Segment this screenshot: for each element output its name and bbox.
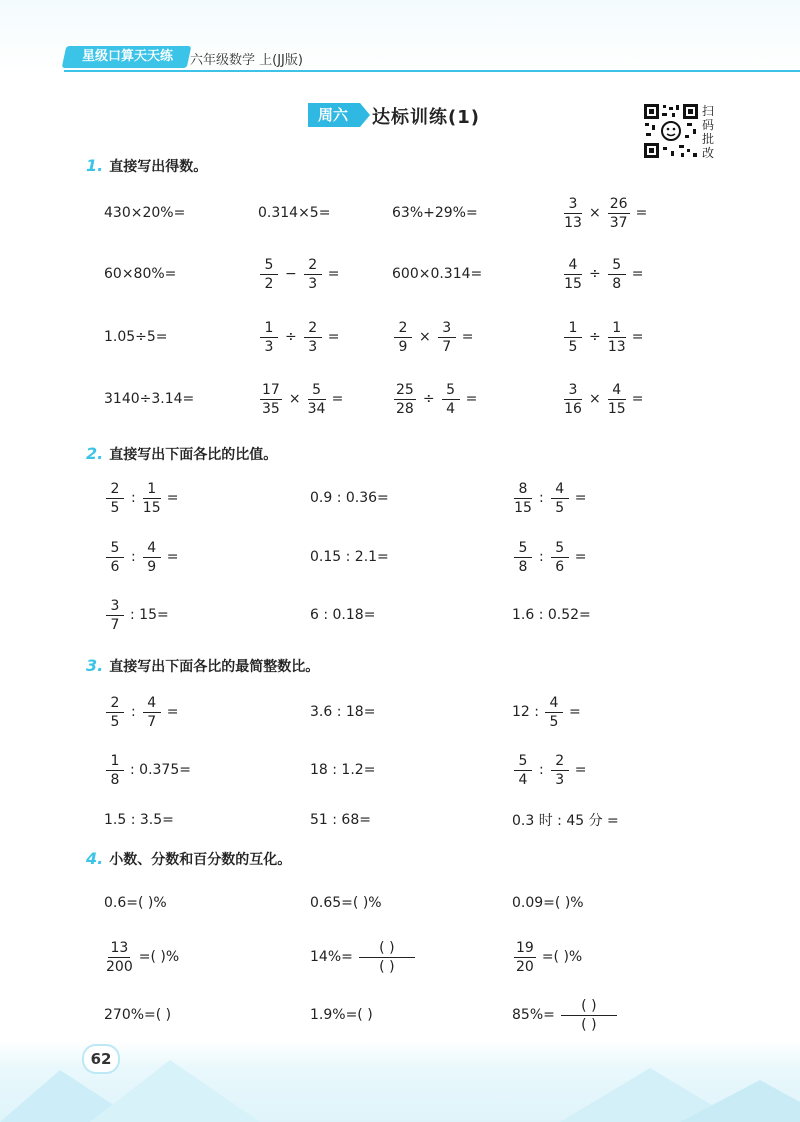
denominator: 15: [514, 499, 532, 516]
day-tag: 周六: [308, 103, 360, 127]
section-instruction: 直接写出下面各比的最简整数比。: [109, 659, 320, 675]
numerator: 4: [545, 695, 563, 713]
series-badge: 星级口算天天练: [62, 46, 192, 68]
exercise-item: [102, 753, 193, 787]
numerator: 1: [260, 320, 278, 338]
numerator: 2: [106, 695, 124, 713]
fraction: [394, 320, 412, 355]
fraction: [551, 753, 569, 788]
exercise-item: [510, 998, 621, 1032]
fraction: [514, 540, 532, 575]
denominator: 4: [446, 400, 456, 417]
numerator: 5: [514, 753, 532, 771]
denominator: 3: [308, 275, 318, 292]
numerator: 8: [514, 481, 532, 499]
exercise-item: [308, 753, 377, 787]
exercise-item: [560, 196, 649, 230]
expression-text: 0.314×5=: [258, 205, 331, 221]
denominator: 6: [555, 558, 565, 575]
denominator: 13: [607, 338, 626, 355]
operator: ×: [419, 329, 431, 345]
expression-text: 0.09=( )%: [512, 895, 584, 911]
exercise-item: [102, 940, 181, 974]
denominator: 5: [568, 338, 578, 355]
exercise-item: [308, 481, 391, 515]
section-instruction: 直接写出下面各比的比值。: [109, 447, 278, 463]
expression-text: =: [631, 391, 644, 407]
expression-text: =( )%: [138, 949, 180, 965]
exercise-item: [390, 196, 480, 230]
expression-text: =: [461, 329, 474, 345]
exercise-item: [102, 320, 170, 354]
exercise-item: [510, 803, 621, 837]
fraction: [608, 196, 630, 231]
denominator: ( ): [581, 1016, 597, 1033]
denominator: ( ): [379, 958, 395, 975]
numerator: 4: [143, 695, 161, 713]
fraction: [564, 196, 582, 231]
section-number: 2.: [86, 444, 104, 463]
numerator: ( ): [359, 940, 415, 958]
numerator: 19: [516, 939, 534, 956]
page-title: 达标训练(1): [372, 107, 480, 128]
fraction: [608, 382, 626, 417]
answer-fraction-blank[interactable]: [359, 940, 415, 975]
exercise-item: [510, 598, 593, 632]
exercise-item: [510, 540, 588, 574]
fraction: [143, 540, 161, 575]
denominator: 9: [398, 338, 408, 355]
expression-text: =: [327, 266, 340, 282]
numerator: 3: [438, 320, 456, 338]
denominator: 37: [609, 214, 628, 231]
expression-text: 6 : 0.18=: [310, 607, 376, 623]
footer-decoration: [0, 1040, 800, 1122]
denominator: 20: [516, 958, 534, 975]
fraction: [304, 320, 322, 355]
answer-fraction-blank[interactable]: [561, 998, 617, 1033]
denominator: 15: [142, 499, 161, 516]
section-number: 1.: [86, 156, 104, 175]
exercise-item: [510, 753, 588, 787]
numerator: 3: [564, 196, 582, 214]
expression-text: 14%=: [310, 949, 353, 965]
exercise-item: [510, 940, 584, 974]
numerator: 3: [564, 382, 582, 400]
exercise-item: [308, 886, 384, 920]
exercise-item: [256, 320, 341, 354]
denominator: 200: [106, 958, 133, 975]
denominator: 16: [564, 400, 582, 417]
fraction: [106, 481, 124, 516]
fraction: [545, 695, 563, 730]
expression-text: 0.3 时 : 45 分 =: [512, 813, 619, 829]
fraction: [260, 382, 282, 417]
expression-text: =: [465, 391, 478, 407]
fraction: [514, 940, 536, 975]
exercise-item: [390, 320, 475, 354]
exercise-item: [510, 886, 586, 920]
expression-text: 430×20%=: [104, 205, 186, 221]
expression-text: =( )%: [541, 949, 583, 965]
fraction: [143, 695, 161, 730]
expression-text: =: [631, 329, 644, 345]
fraction: [551, 481, 569, 516]
fraction: [143, 481, 161, 516]
expression-text: : 0.375=: [130, 762, 191, 778]
operator: :: [131, 549, 136, 565]
fraction: [514, 481, 532, 516]
numerator: 4: [551, 481, 569, 499]
expression-text: 51 : 68=: [310, 812, 371, 828]
numerator: 5: [442, 382, 460, 400]
expression-text: =: [574, 762, 587, 778]
numerator: 2: [106, 481, 124, 499]
expression-text: : 15=: [130, 607, 169, 623]
exercise-item: [308, 598, 377, 632]
expression-text: 1.6 : 0.52=: [512, 607, 591, 623]
expression-text: 0.15 : 2.1=: [310, 549, 389, 565]
denominator: 35: [262, 400, 280, 417]
denominator: 4: [518, 771, 528, 788]
numerator: 1: [106, 753, 124, 771]
expression-text: 63%+29%=: [392, 205, 478, 221]
expression-text: 3.6 : 18=: [310, 704, 376, 720]
numerator: 5: [608, 257, 626, 275]
fraction: [551, 540, 569, 575]
exercise-item: [308, 540, 391, 574]
exercise-item: [102, 695, 180, 729]
exercise-item: [308, 803, 373, 837]
operator: ×: [589, 205, 601, 221]
section-heading: [86, 656, 319, 676]
fraction: [394, 382, 416, 417]
fraction: [304, 257, 322, 292]
section-number: 3.: [86, 656, 104, 675]
denominator: 15: [607, 400, 626, 417]
operator: ÷: [589, 266, 601, 282]
expression-text: 600×0.314=: [392, 266, 483, 282]
expression-text: =: [327, 329, 340, 345]
denominator: 8: [110, 771, 120, 788]
expression-text: 3140÷3.14=: [104, 391, 195, 407]
numerator: 1: [564, 320, 582, 338]
numerator: 26: [609, 195, 628, 212]
numerator: 5: [514, 540, 532, 558]
denominator: 5: [110, 499, 120, 516]
exercise-item: [560, 320, 645, 354]
exercise-item: [390, 257, 484, 291]
expression-text: 270%=( ): [104, 1007, 172, 1023]
fraction: [514, 753, 532, 788]
denominator: 8: [612, 275, 622, 292]
numerator: 17: [262, 381, 280, 398]
exercise-item: [102, 481, 180, 515]
section-instruction: 直接写出得数。: [109, 159, 208, 175]
operator: ÷: [285, 329, 297, 345]
operator: :: [539, 490, 544, 506]
denominator: 13: [564, 214, 582, 231]
scan-label: 扫码批改: [702, 104, 715, 160]
numerator: 2: [304, 320, 322, 338]
exercise-item: [102, 540, 180, 574]
numerator: 1: [608, 320, 626, 338]
expression-text: =: [166, 490, 179, 506]
denominator: 28: [396, 400, 414, 417]
expression-text: 1.5 : 3.5=: [104, 812, 174, 828]
numerator: 3: [106, 598, 124, 616]
exercise-item: [510, 481, 588, 515]
exercise-item: [102, 998, 173, 1032]
expression-text: =: [331, 391, 344, 407]
denominator: 34: [307, 400, 326, 417]
exercise-item: [102, 803, 176, 837]
expression-text: 60×80%=: [104, 266, 177, 282]
expression-text: =: [166, 704, 179, 720]
operator: :: [539, 549, 544, 565]
fraction: [106, 598, 124, 633]
numerator: 1: [143, 481, 161, 499]
fraction: [260, 257, 278, 292]
expression-text: =: [574, 549, 587, 565]
numerator: 25: [396, 381, 414, 398]
operator: ×: [589, 391, 601, 407]
expression-text: 12 :: [512, 704, 539, 720]
operator: :: [131, 704, 136, 720]
numerator: 2: [304, 257, 322, 275]
expression-text: =: [574, 490, 587, 506]
expression-text: 85%=: [512, 1007, 555, 1023]
expression-text: =: [568, 704, 581, 720]
exercise-item: [560, 257, 645, 291]
denominator: 3: [555, 771, 565, 788]
fraction: [608, 320, 626, 355]
fraction: [438, 320, 456, 355]
fraction: [608, 257, 626, 292]
section-heading: [86, 156, 207, 176]
denominator: 6: [110, 558, 120, 575]
numerator: 4: [608, 382, 626, 400]
expression-text: 0.6=( )%: [104, 895, 167, 911]
expression-text: 18 : 1.2=: [310, 762, 376, 778]
numerator: 2: [394, 320, 412, 338]
expression-text: 0.65=( )%: [310, 895, 382, 911]
exercise-item: [256, 382, 345, 416]
qr-code-icon[interactable]: [643, 103, 699, 159]
fraction: [564, 257, 582, 292]
denominator: 9: [147, 558, 157, 575]
fraction: [106, 753, 124, 788]
denominator: 7: [110, 616, 120, 633]
exercise-item: [308, 940, 419, 974]
denominator: 5: [555, 499, 565, 516]
exercise-item: [102, 257, 178, 291]
fraction: [260, 320, 278, 355]
numerator: 5: [106, 540, 124, 558]
numerator: ( ): [561, 998, 617, 1016]
fraction: [442, 382, 460, 417]
expression-text: =: [166, 549, 179, 565]
denominator: 5: [549, 713, 559, 730]
denominator: 15: [564, 275, 582, 292]
exercise-item: [308, 998, 375, 1032]
fraction: [308, 382, 326, 417]
exercise-item: [102, 196, 187, 230]
page-number: 62: [82, 1044, 120, 1074]
section-heading: [86, 849, 291, 869]
numerator: 2: [551, 753, 569, 771]
denominator: 3: [264, 338, 274, 355]
book-title: 六年级数学 上(JJ版): [190, 53, 303, 68]
numerator: 5: [551, 540, 569, 558]
fraction: [106, 540, 124, 575]
operator: :: [539, 762, 544, 778]
expression-text: 1.9%=( ): [310, 1007, 373, 1023]
fraction: [106, 695, 124, 730]
exercise-item: [102, 886, 169, 920]
numerator: 4: [143, 540, 161, 558]
header-rule: [64, 70, 800, 72]
numerator: 13: [110, 939, 129, 956]
expression-text: 0.9 : 0.36=: [310, 490, 389, 506]
denominator: 5: [110, 713, 120, 730]
denominator: 7: [442, 338, 452, 355]
operator: −: [285, 266, 297, 282]
denominator: 7: [147, 713, 157, 730]
exercise-item: [560, 382, 645, 416]
exercise-item: [308, 695, 377, 729]
fraction: [106, 940, 133, 975]
exercise-item: [256, 196, 332, 230]
expression-text: =: [631, 266, 644, 282]
denominator: 2: [264, 275, 274, 292]
denominator: 8: [518, 558, 528, 575]
numerator: 4: [564, 257, 582, 275]
operator: ÷: [422, 391, 435, 407]
section-heading: [86, 444, 277, 464]
section-number: 4.: [86, 849, 104, 868]
exercise-item: [510, 695, 583, 729]
expression-text: 1.05÷5=: [104, 329, 168, 345]
operator: ×: [288, 391, 301, 407]
numerator: 5: [308, 382, 326, 400]
denominator: 3: [308, 338, 318, 355]
operator: ÷: [589, 329, 601, 345]
exercise-item: [256, 257, 341, 291]
section-instruction: 小数、分数和百分数的互化。: [109, 852, 292, 868]
expression-text: =: [635, 205, 648, 221]
fraction: [564, 320, 582, 355]
operator: :: [131, 490, 136, 506]
numerator: 5: [260, 257, 278, 275]
exercise-item: [390, 382, 479, 416]
fraction: [564, 382, 582, 417]
exercise-item: [102, 598, 171, 632]
exercise-item: [102, 382, 196, 416]
